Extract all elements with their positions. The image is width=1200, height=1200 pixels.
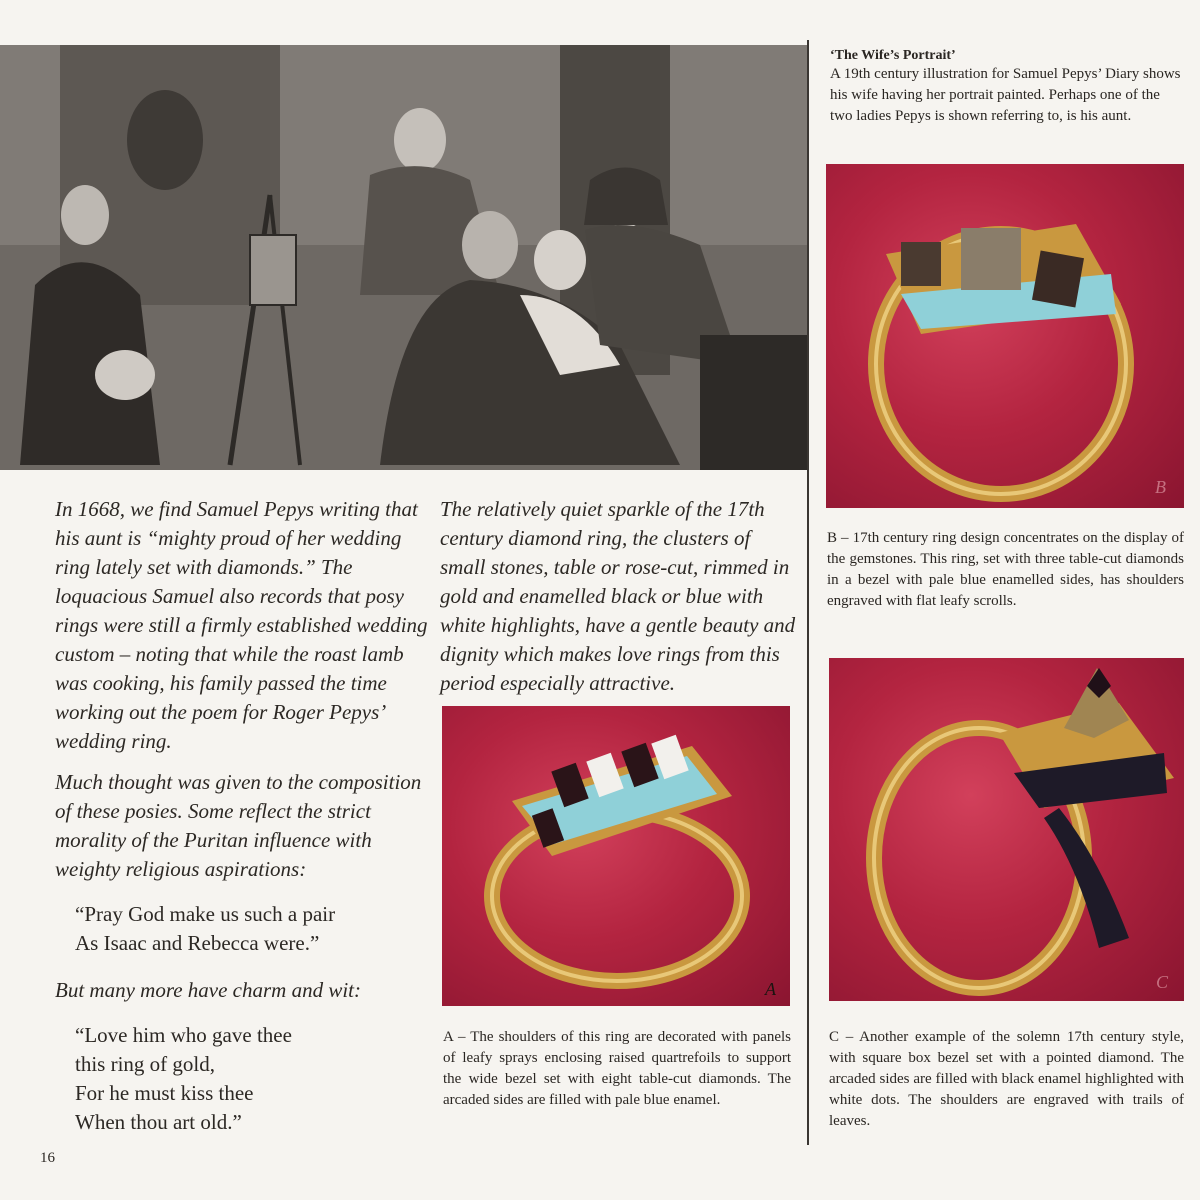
engraving-scene-art bbox=[0, 45, 807, 470]
poem-line: “Pray God make us such a pair bbox=[75, 902, 336, 926]
ring-c-caption bbox=[829, 1027, 1184, 1132]
poem-line: For he must kiss thee bbox=[75, 1081, 254, 1105]
ring-b-caption-text: 17th century ring design concentrates on the display of the gemstones. This ring, set with three table-cut diamonds in a bezel with pale blue enamelled sides, has shoulders engraved with flat leafy scrolls. bbox=[827, 530, 1184, 609]
column-divider bbox=[807, 40, 809, 1145]
ring-c-art bbox=[829, 658, 1184, 1001]
intro-paragraph: In 1668, we find Samuel Pepys writing that his aunt is “mighty proud of her wedding ring lately set with diamonds.” The loquacious Samuel also records that posy rings were still a firmly established wedding custom – noting that while the roast lamb was cooking, his family passed the time working out the poem for Roger Pepys’ wedding ring. bbox=[55, 497, 428, 753]
ring-a-caption bbox=[443, 1027, 791, 1111]
sparkle-paragraph: The relatively quiet sparkle of the 17th century diamond ring, the clusters of small stones, table or rose-cut, rimmed in gold and enamelled black or blue with white highlights, have a gentle beauty and dignity which makes love rings from this period especially attractive. bbox=[440, 497, 796, 695]
page-number: 16 bbox=[40, 1150, 55, 1166]
poem-pray-god bbox=[75, 900, 435, 958]
poem-line: When thou art old.” bbox=[75, 1110, 242, 1134]
portrait-engraving bbox=[0, 45, 807, 470]
ring-c-photo bbox=[829, 658, 1184, 1001]
illustration-title: ‘The Wife’s Portrait’ bbox=[830, 48, 956, 63]
charm-paragraph: But many more have charm and wit: bbox=[55, 978, 361, 1002]
ring-c-letter: C bbox=[1155, 972, 1168, 992]
poem-line: “Love him who gave thee bbox=[75, 1023, 292, 1047]
ring-b-photo bbox=[826, 164, 1184, 508]
ring-c-caption-text: Another example of the solemn 17th century style, with square box bezel set with a pointed diamond. The arcaded sides are filled with black enamel highlighted with white dots. The shoulders are engraved with trails of leaves. bbox=[829, 1029, 1184, 1129]
ring-b-art bbox=[826, 164, 1184, 508]
second-text-column bbox=[440, 495, 800, 710]
poem-line: As Isaac and Rebecca were.” bbox=[75, 931, 320, 955]
poem-love-him bbox=[75, 1021, 435, 1137]
ring-b-caption-label: B – bbox=[827, 530, 849, 546]
posies-paragraph: Much thought was given to the composition of these posies. Some reflect the strict morality of the Puritan influence with weighty religious aspirations: bbox=[55, 770, 422, 881]
ring-c-caption-label: C – bbox=[829, 1029, 854, 1045]
ring-a-caption-label: A – bbox=[443, 1029, 466, 1045]
ring-a-caption-text: The shoulders of this ring are decorated with panels of leafy sprays enclosing raised quartrefoils to support the wide bezel set with eight table-cut diamonds. The arcaded sides are filled with pale blue enamel. bbox=[443, 1029, 791, 1108]
ring-b-letter: B bbox=[1155, 477, 1166, 497]
ring-b-caption bbox=[827, 528, 1184, 612]
illustration-caption: A 19th century illustration for Samuel Pepys’ Diary shows his wife having her portrait painted. Perhaps one of the two ladies Pepys is shown referring to, is his aunt. bbox=[830, 66, 1181, 124]
ring-a-art bbox=[442, 706, 790, 1006]
ring-a-letter: A bbox=[765, 979, 776, 999]
poem-line: this ring of gold, bbox=[75, 1052, 215, 1076]
ring-a-photo bbox=[442, 706, 790, 1006]
main-text-column bbox=[55, 495, 435, 1155]
